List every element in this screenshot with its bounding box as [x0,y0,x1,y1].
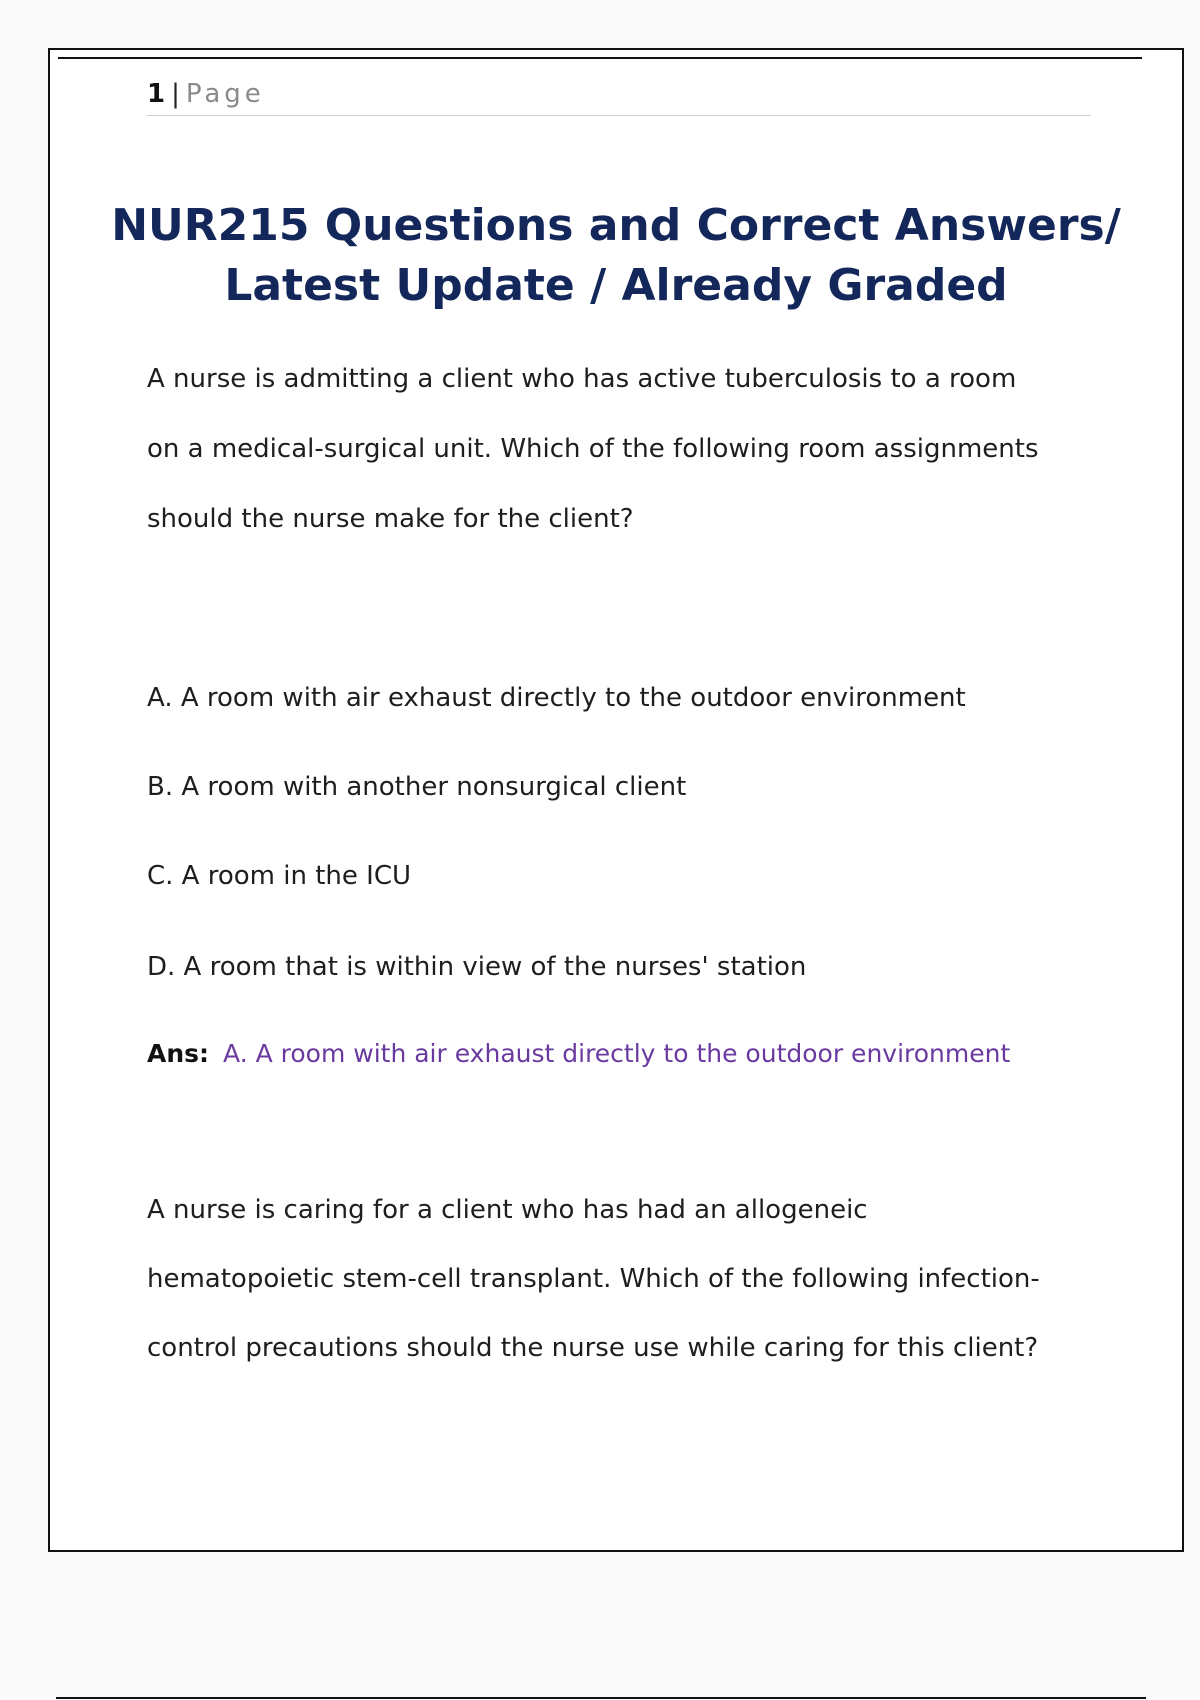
page-header [147,74,1091,116]
question-1-answer [147,1036,1010,1072]
document-title [90,196,1142,316]
question-1-line-3: should the nurse make for the client? [147,504,634,534]
answer-text: A. A room with air exhaust directly to the outdoor environment [223,1039,1011,1068]
title-line-2: Latest Update / Already Graded [224,260,1008,311]
question-2-stem [147,1176,1137,1383]
question-1-option-c: C. A room in the ICU [147,861,412,891]
top-rule [58,57,1142,59]
question-1-option-a: A. A room with air exhaust directly to the outdoor environment [147,683,966,713]
page-number: 1 [147,79,166,109]
question-1-option-d: D. A room that is within view of the nurses' station [147,952,807,982]
question-2-line-2: hematopoietic stem-cell transplant. Which of the following infection- [147,1264,1040,1294]
question-1-option-b: B. A room with another nonsurgical client [147,772,687,802]
title-line-1: NUR215 Questions and Correct Answers/ [111,200,1121,251]
page-separator: | [171,79,180,109]
page-label: Page [185,79,265,109]
question-2-line-3: control precautions should the nurse use while caring for this client? [147,1333,1039,1363]
page-frame [48,48,1184,1552]
answer-label: Ans: [147,1039,210,1068]
question-1-line-1: A nurse is admitting a client who has active tuberculosis to a room [147,364,1017,394]
question-1-line-2: on a medical-surgical unit. Which of the following room assignments [147,434,1039,464]
bottom-rule [56,1697,1146,1699]
question-1-stem [147,344,1137,554]
question-2-line-1: A nurse is caring for a client who has had an allogeneic [147,1195,868,1225]
